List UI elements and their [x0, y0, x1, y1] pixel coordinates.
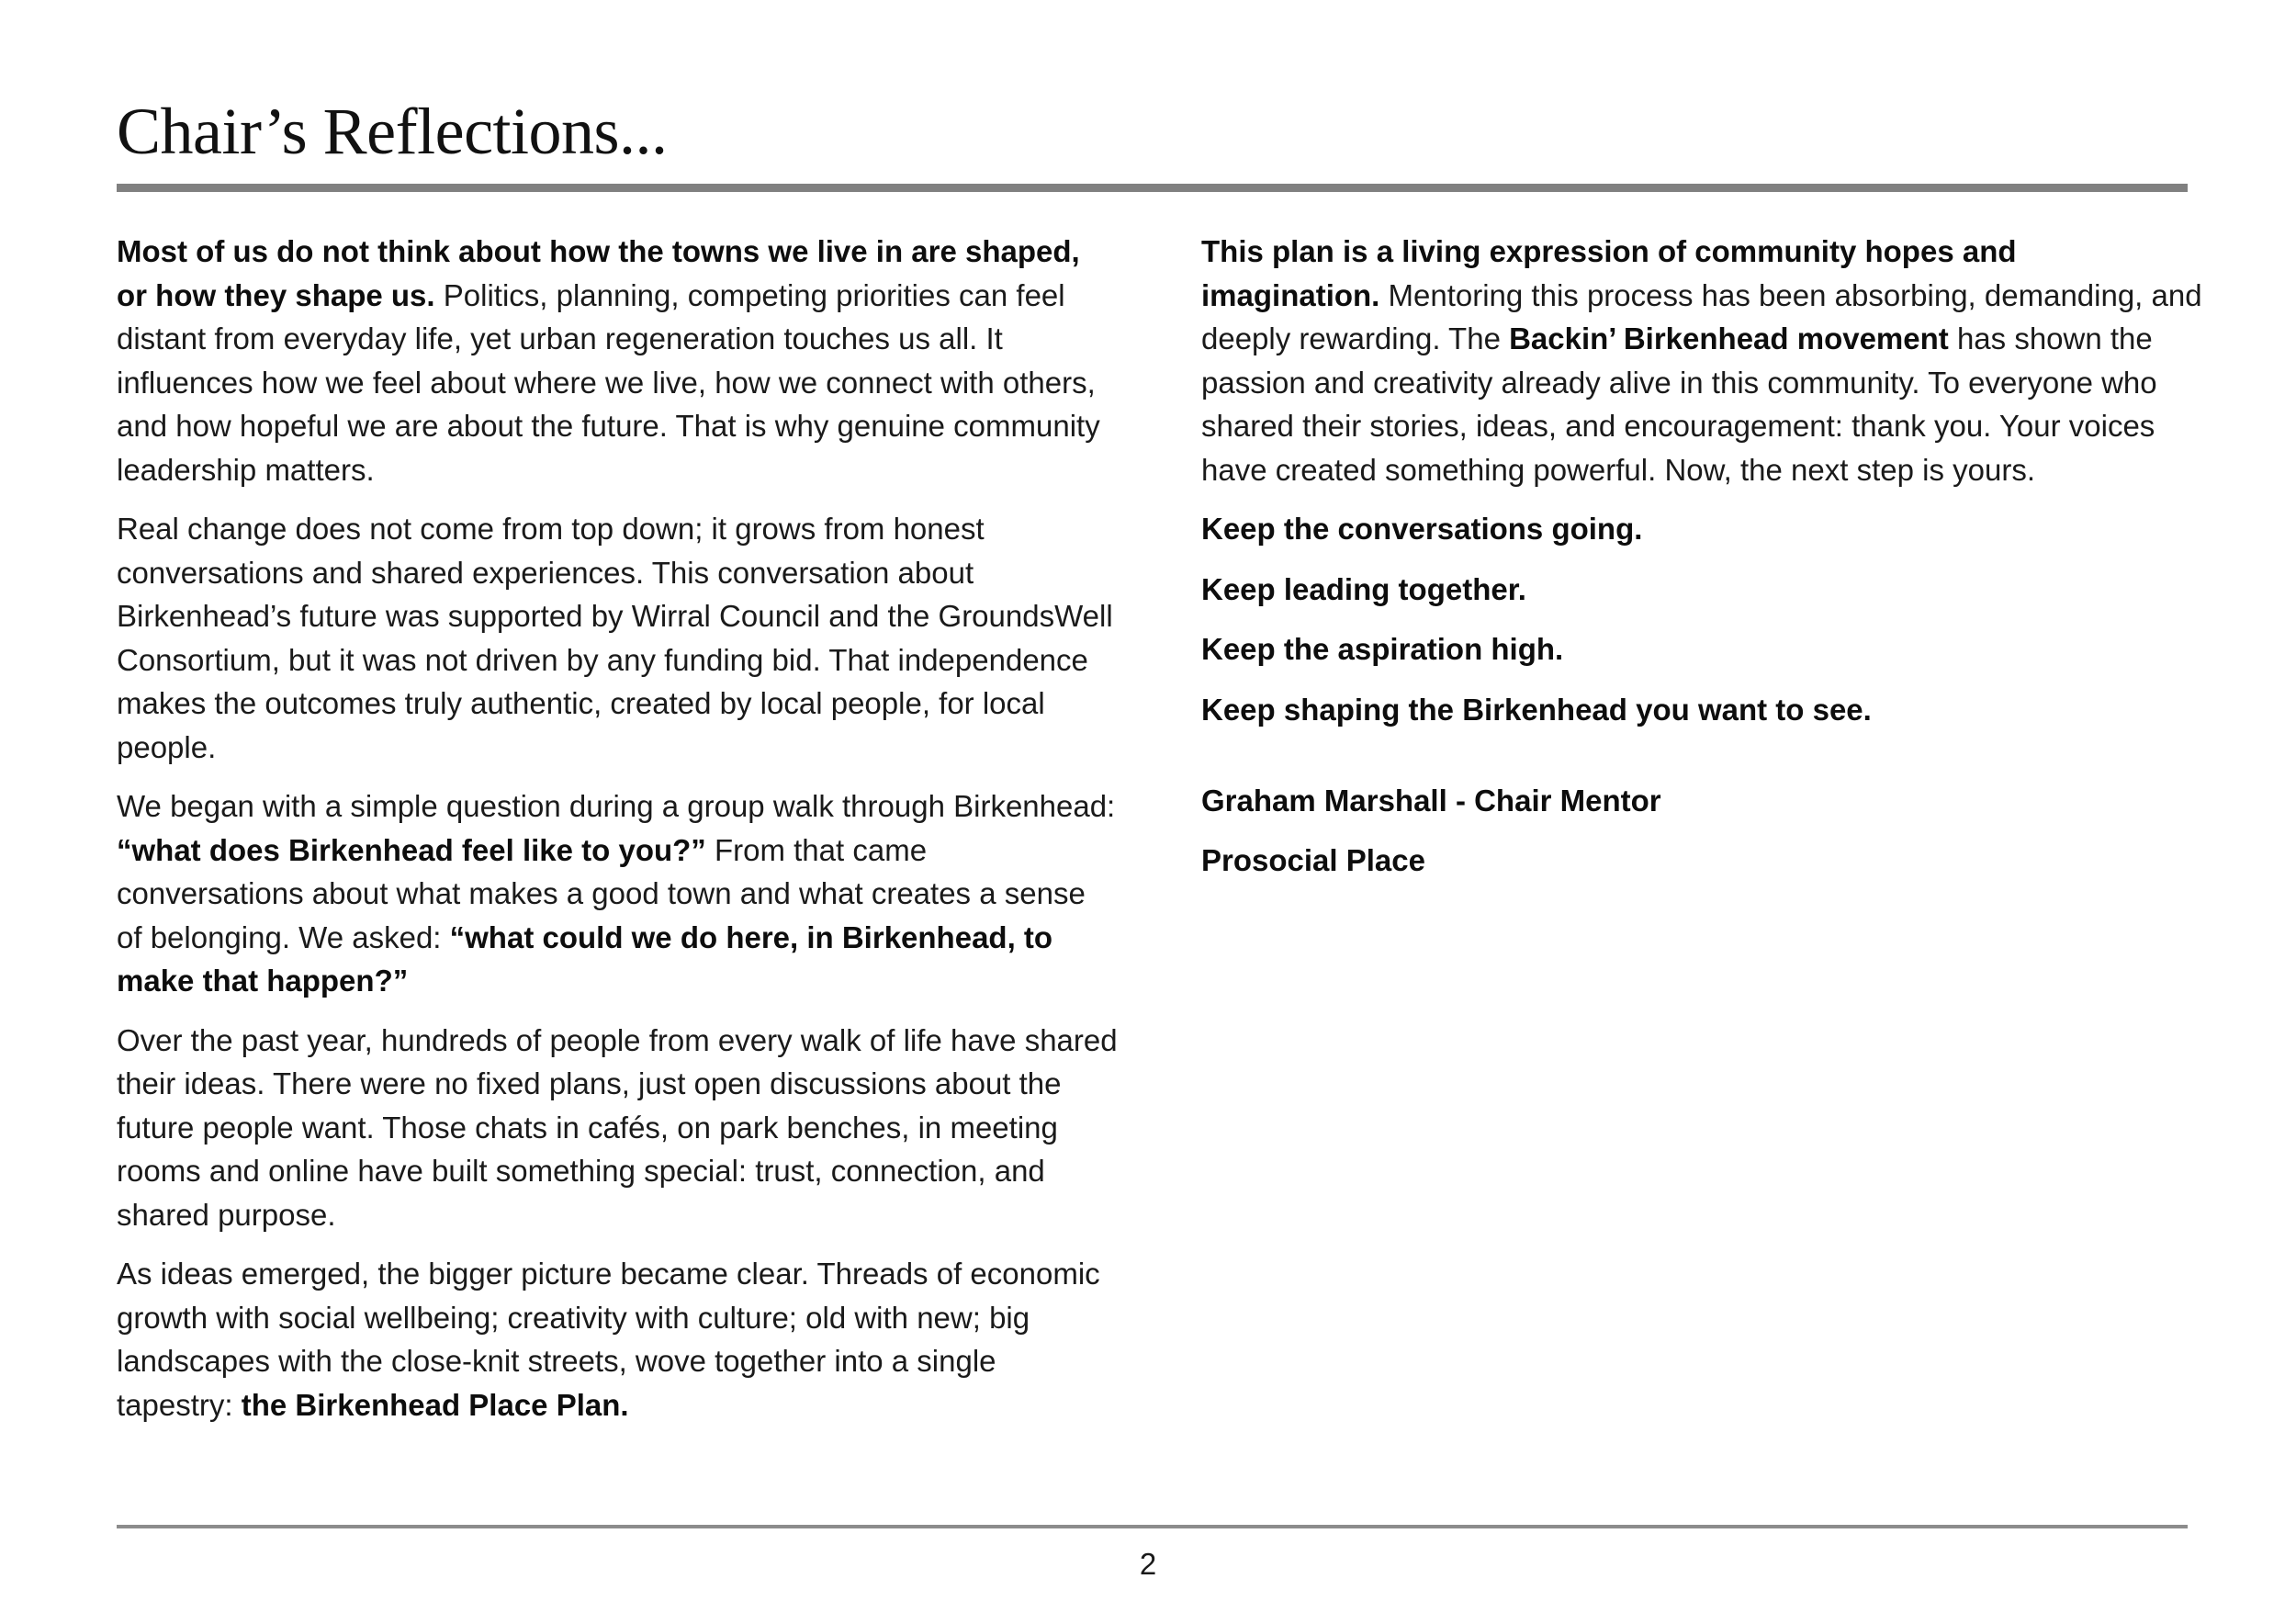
page-number: 2	[1139, 1547, 1157, 1581]
left-paragraph-3-text-a: We began with a simple question during a group walk through Birkenhead:	[117, 789, 1116, 823]
right-paragraph-1	[1201, 230, 2202, 491]
keep-line-2: Keep leading together.	[1201, 571, 1526, 606]
left-paragraph-1-text: Politics, planning, competing priorities can feel distant from everyday life, yet urban regeneration touches us all. It influences how we feel about where we live, how we connect with others, and how hopeful we are about the future. That is why genuine community leadership matters.	[117, 277, 1100, 487]
left-paragraph-5-text: As ideas emerged, the bigger picture became clear. Threads of economic growth with social wellbeing; creativity with culture; old with new; big landscapes with the close-knit streets, wove together into a single tapestry:	[117, 1257, 1100, 1422]
title-divider	[117, 184, 2188, 192]
left-paragraph-3	[117, 784, 1118, 1003]
left-paragraph-2: Real change does not come from top down; it grows from honest conversations and shared experiences. This conversation about Birkenhead’s future was supported by Wirral Council and the GroundsWell Consortium, but it was not driven by any funding bid. That independence makes the outcomes truly authentic, created by local people, for local people.	[117, 512, 1113, 764]
right-paragraph-1-movement: Backin’ Birkenhead movement	[1509, 321, 1949, 355]
left-paragraph-1	[117, 230, 1118, 491]
right-column	[1201, 230, 2202, 897]
keep-line-4: Keep shaping the Birkenhead you want to see.	[1201, 692, 1872, 727]
left-column	[117, 230, 1118, 1442]
left-paragraph-3-quote-b: “what could we do here, in Birkenhead, to make that happen?”	[117, 919, 1053, 998]
left-paragraph-4: Over the past year, hundreds of people from every walk of life have shared their ideas. There were no fixed plans, just open discussions about the future people want. Those chats in cafés, on park benches, in meeting rooms and online have built something special: trust, connection, and shared purpose.	[117, 1022, 1118, 1232]
left-paragraph-5	[117, 1252, 1118, 1427]
left-paragraph-1-lead: Most of us do not think about how the towns we live in are shaped, or how they shape us.	[117, 234, 1080, 312]
left-paragraph-3-text-b: From that came conversations about what makes a good town and what creates a sense of belonging. We asked:	[117, 832, 1086, 954]
signoff-organisation: Prosocial Place	[1201, 842, 1425, 877]
left-paragraph-5-tail: the Birkenhead Place Plan.	[241, 1387, 629, 1422]
right-paragraph-1-text-b: has shown the passion and creativity already alive in this community. To everyone who shared their stories, ideas, and encouragement: thank you. Your voices have created something powerful. Now, the next step is yours.	[1201, 321, 2157, 487]
left-paragraph-3-quote-a: “what does Birkenhead feel like to you?”	[117, 832, 706, 867]
keep-line-1: Keep the conversations going.	[1201, 512, 1643, 546]
right-paragraph-1-lead: This plan is a living expression of community hopes and imagination.	[1201, 234, 2017, 312]
right-paragraph-1-text-a: Mentoring this process has been absorbing, demanding, and deeply rewarding. The	[1201, 277, 2202, 355]
keep-line-3: Keep the aspiration high.	[1201, 632, 1564, 666]
footer-divider	[117, 1525, 2188, 1528]
signoff-name: Graham Marshall - Chair Mentor	[1201, 784, 1661, 818]
page-title: Chair’s Reflections...	[117, 95, 668, 168]
